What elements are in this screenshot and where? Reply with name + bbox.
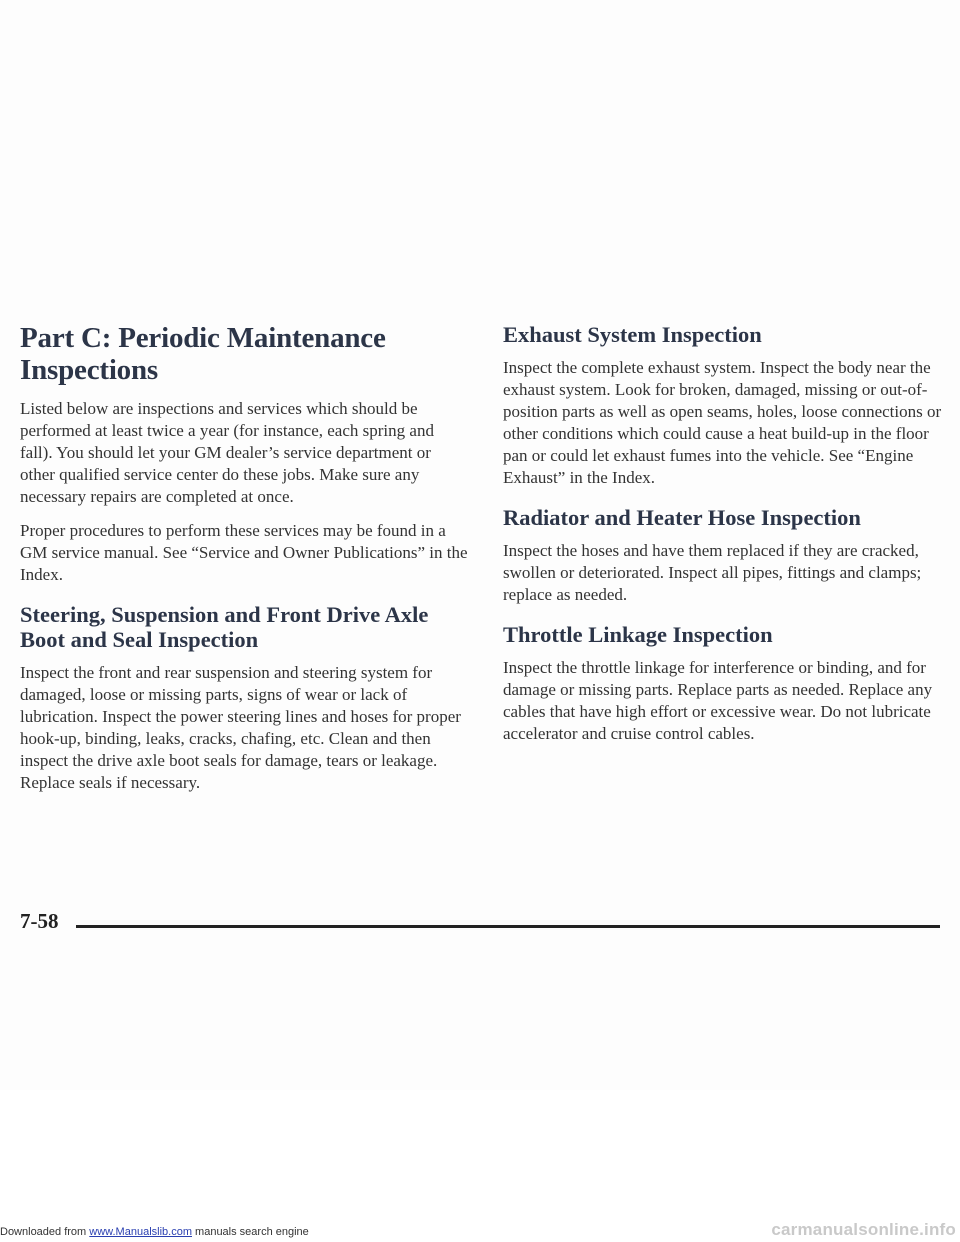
exhaust-section-title: Exhaust System Inspection xyxy=(503,322,762,347)
download-prefix: Downloaded from xyxy=(0,1226,90,1238)
manualslib-link[interactable]: www.Manualslib.com xyxy=(89,1226,192,1238)
right-column xyxy=(503,322,943,757)
radiator-section-title: Radiator and Heater Hose Inspection xyxy=(503,505,861,530)
throttle-section-body: Inspect the throttle linkage for interference or binding, and for damage or missing parts. Replace parts as needed. Replace any cables that have high effort or excessive wear. Do not lubricate accelerator and cruise control cables. xyxy=(503,658,933,743)
footer-rule xyxy=(76,925,940,928)
page-number: 7-58 xyxy=(20,909,59,933)
steering-section-body: Inspect the front and rear suspension and steering system for damaged, loose or missing parts, signs of wear or lack of lubrication. Inspect the power steering lines and hoses for proper hook-up, binding, leaks, cracks, chafing, etc. Clean and then inspect the drive axle boot seals for damage, tears or leakage. Replace seals if necessary. xyxy=(20,663,461,792)
left-column xyxy=(20,322,470,806)
radiator-section-body: Inspect the hoses and have them replaced if they are cracked, swollen or deteriorated. Inspect all pipes, fittings and clamps; replace as needed. xyxy=(503,541,922,604)
download-suffix: manuals search engine xyxy=(191,1226,309,1238)
download-notice xyxy=(0,1226,309,1238)
steering-section-title: Steering, Suspension and Front Drive Axle Boot and Seal Inspection xyxy=(20,602,429,652)
throttle-section-title: Throttle Linkage Inspection xyxy=(503,622,773,647)
site-watermark: carmanualsonline.info xyxy=(771,1220,956,1239)
intro-paragraph-2: Proper procedures to perform these services may be found in a GM service manual. See “Service and Owner Publications” in the Index. xyxy=(20,521,468,584)
part-title: Part C: Periodic Maintenance Inspections xyxy=(20,322,386,386)
intro-paragraph-1: Listed below are inspections and services which should be performed at least twice a year (for instance, each spring and fall). You should let your GM dealer’s service department or other qualified service center do these jobs. Make sure any necessary repairs are completed at once. xyxy=(20,399,434,506)
exhaust-section-body: Inspect the complete exhaust system. Inspect the body near the exhaust system. Look for broken, damaged, missing or out-of-position parts as well as open seams, holes, loose connections or other conditions which could cause a heat build-up in the floor pan or could let exhaust fumes into the vehicle. See “Engine Exhaust” in the Index. xyxy=(503,358,942,487)
